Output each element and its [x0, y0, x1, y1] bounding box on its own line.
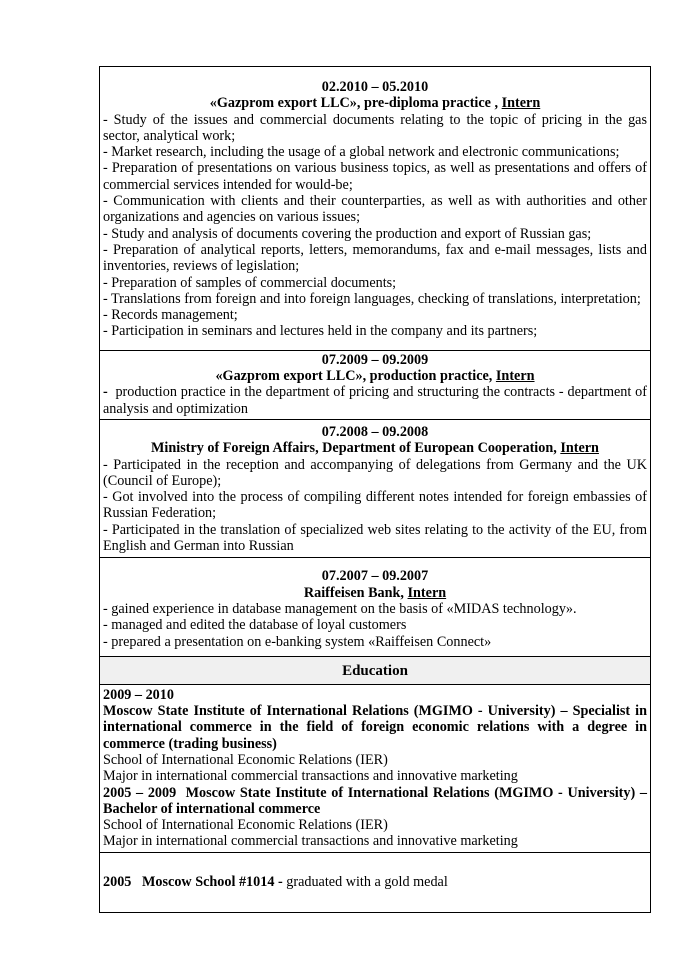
duty-line: - Study and analysis of documents covering the production and export of Russian gas; — [103, 225, 592, 242]
experience-entry-gazprom-production — [100, 350, 650, 419]
duty-line: - Preparation of analytical reports, letters, memorandums, fax and e-mail messages, lists and inventories, reviews of legislation; — [103, 241, 647, 275]
education-title: 2005 – 2009 Moscow State Institute of International Relations (MGIMO - University) – Bachelor of international commerce — [103, 784, 651, 817]
experience-org-name: Ministry of Foreign Affairs, Department of European Cooperation, — [151, 440, 561, 457]
duty-line: - prepared a presentation on e-banking system «Raiffeisen Connect» — [103, 633, 492, 650]
experience-org — [103, 95, 647, 111]
education-years: 2009 – 2010 — [103, 686, 174, 703]
experience-dates: 07.2009 – 09.2009 — [321, 351, 429, 368]
education-university — [100, 684, 650, 852]
duty-line: - Participated in the translation of specialized web sites relating to the activity of the EU, from English and German into Russian — [103, 521, 647, 555]
experience-role: Intern — [560, 440, 599, 457]
experience-org — [103, 585, 647, 601]
experience-org-name: Raiffeisen Bank, — [303, 584, 408, 601]
duty-line: - Translations from foreign and into foreign languages, checking of translations, interpretation; — [103, 290, 641, 307]
duty-line: - Market research, including the usage of a global network and electronic communications; — [103, 144, 620, 161]
education-heading: Education — [100, 656, 650, 684]
experience-entry-mfa — [100, 419, 650, 557]
duty-line: - Preparation of samples of commercial documents; — [103, 274, 397, 291]
education-title: Moscow State Institute of International Relations (MGIMO - University) – Specialist in international commerce in the field of foreign economic relations with a degree in commerce (trading business) — [103, 703, 647, 752]
education-school: School of International Economic Relations (IER) — [103, 751, 388, 768]
duty-line: - Study of the issues and commercial documents relating to the topic of pricing in the gas sector, analytical work; — [103, 111, 647, 144]
duty-line — [103, 384, 651, 417]
experience-org-name: «Gazprom export LLC», production practice, — [215, 368, 496, 385]
education-major: Major in international commercial transactions and innovative marketing — [103, 833, 518, 850]
experience-entry-gazprom-prediploma — [100, 67, 650, 350]
experience-role: Intern — [407, 584, 447, 601]
duty-line: - Participation in seminars and lectures held in the company and its partners; — [103, 323, 538, 340]
experience-dates: 02.2010 – 05.2010 — [321, 79, 429, 95]
duty-line: - Records management; — [103, 307, 238, 324]
duty-line: - Got involved into the process of compiling different notes intended for foreign embassies of Russian Federation; — [103, 489, 647, 522]
education-school: School of International Economic Relations (IER) — [103, 817, 388, 834]
experience-org-name: «Gazprom export LLC», pre-diploma practice , — [209, 95, 502, 112]
duty-line: - Communication with clients and their counterparties, as well as with authorities and other organizations and agencies on various issues; — [103, 193, 647, 226]
duty-line: - gained experience in database management on the basis of «MIDAS technology». — [103, 600, 577, 617]
duty-line: - Participated in the reception and accompanying of delegations from Germany and the UK (Council of Europe); — [103, 456, 647, 489]
duty-line: - managed and edited the database of loyal customers — [103, 617, 407, 634]
experience-role: Intern — [495, 368, 535, 385]
school-text: graduated with a gold medal — [282, 873, 448, 890]
school-line — [103, 874, 448, 890]
experience-org — [103, 368, 647, 384]
experience-org — [103, 440, 647, 456]
experience-role: Intern — [501, 95, 541, 112]
resume-table — [99, 66, 651, 913]
education-major: Major in international commercial transactions and innovative marketing — [103, 768, 518, 785]
experience-dates: 07.2007 – 09.2007 — [321, 568, 429, 585]
experience-dates: 07.2008 – 09.2008 — [321, 423, 429, 440]
education-school-entry — [100, 852, 650, 912]
experience-entry-raiffeisen — [100, 557, 650, 655]
duty-line: - Preparation of presentations on various business topics, as well as presentations and offers of commercial services intended for would-be; — [103, 160, 647, 193]
school-label: 2005 Moscow School #1014 - — [103, 873, 283, 890]
duty-text: production practice in the department of pricing and structuring the contracts - department of analysis and optimization — [103, 384, 651, 417]
duty-bullet: - — [103, 384, 108, 401]
